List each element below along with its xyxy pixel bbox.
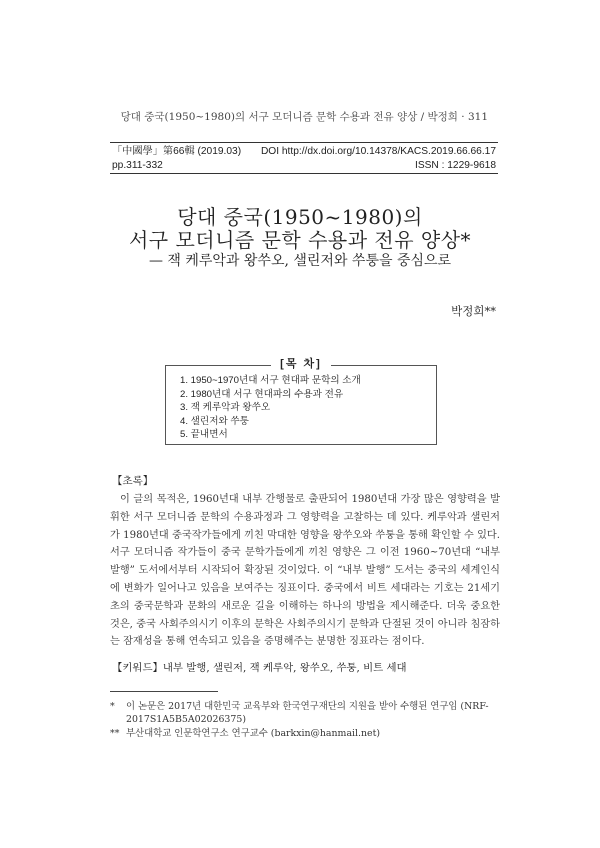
paper-title-line1: 당대 중국(1950~1980)의 <box>177 205 423 229</box>
paper-title-line2: 서구 모더니즘 문학 수용과 전유 양상* <box>128 228 472 252</box>
issn: ISSN : 1229-9618 <box>415 159 496 171</box>
abstract-text: 이 글의 목적은, 1960년대 내부 간행물로 출판되어 1980년대 가장 많은 영향력을 발휘한 서구 모더니즘 문학의 수용과정과 그 영향력을 고찰하는 데 있다. 케루악과 샐린저가 1980년대 중국작가들에게 끼친 막대한 영향을 왕쑤오와 쑤퉁을 통해 확인할 수 있다. 서구 모더니즘 작가들이 중국 문학가들에게 끼친 영향은 그 이전 1960~70년대 “내부 발행” 도서에서부터 시작되어 확장된 것이었다. 이 “내부 발행” 도서는 중국의 세계인식에 변화가 일어나고 있음을 보여주는 징표이다. 중국에서 비트 세대라는 기호는 21세기 초의 중국문학과 문화의 새로운 길을 이해하는 하나의 방법을 제시해준다. 더욱 중요한 것은, 중국 사회주의시기 이후의 문학은 사회주의시기 문학과 단절된 것이 아니라 침잠하는 잠재성을 통해 연속되고 있음을 증명해주는 분명한 징표라는 점이다. <box>110 494 500 648</box>
footnote-mark: ** <box>110 727 120 739</box>
running-header: 당대 중국(1950~1980)의 서구 모더니즘 문학 수용과 전유 양상 / 박정희 · 311 <box>120 111 488 123</box>
journal-info: 「中國學」第66輯 (2019.03) <box>112 146 242 157</box>
footnote <box>110 727 502 740</box>
keywords: 【키워드】내부 발행, 샐린저, 잭 케루악, 왕쑤오, 쑤퉁, 비트 세대 <box>112 662 407 674</box>
paper-subtitle: — 잭 케루악과 왕쑤오, 샐린저와 쑤퉁을 중심으로 <box>148 253 452 269</box>
toc-list <box>180 374 361 442</box>
doi-link[interactable]: DOI http://dx.doi.org/10.14378/KACS.2019.66.66.17 <box>260 146 496 157</box>
footnote-mark: * <box>110 701 115 712</box>
footnotes <box>110 700 502 740</box>
footnote-text: 부산대학교 인문학연구소 연구교수 (barkxin@hanmail.net) <box>126 727 381 739</box>
footnote <box>110 700 502 727</box>
page-range: pp.311-332 <box>112 159 163 171</box>
abstract-label: 【초록】 <box>112 475 154 487</box>
toc-item: 1. 1950~1970년대 서구 현대파 문학의 소개 <box>180 375 361 386</box>
footnote-text: 이 논문은 2017년 대한민국 교육부와 한국연구재단의 지원을 받아 수행된 연구임 (NRF-2017S1A5B5A02026375) <box>126 701 489 726</box>
author-name: 박정희** <box>451 304 496 318</box>
footnote-divider <box>110 691 218 692</box>
article-meta <box>110 142 498 174</box>
toc-item: 4. 샐린저와 쑤퉁 <box>180 415 249 427</box>
toc-item: 2. 1980년대 서구 현대파의 수용과 전유 <box>180 388 344 400</box>
toc-item: 3. 잭 케루악과 왕쑤오 <box>180 402 271 414</box>
toc-item: 5. 끝내면서 <box>180 429 228 441</box>
toc-heading: [목 차] <box>271 355 331 371</box>
